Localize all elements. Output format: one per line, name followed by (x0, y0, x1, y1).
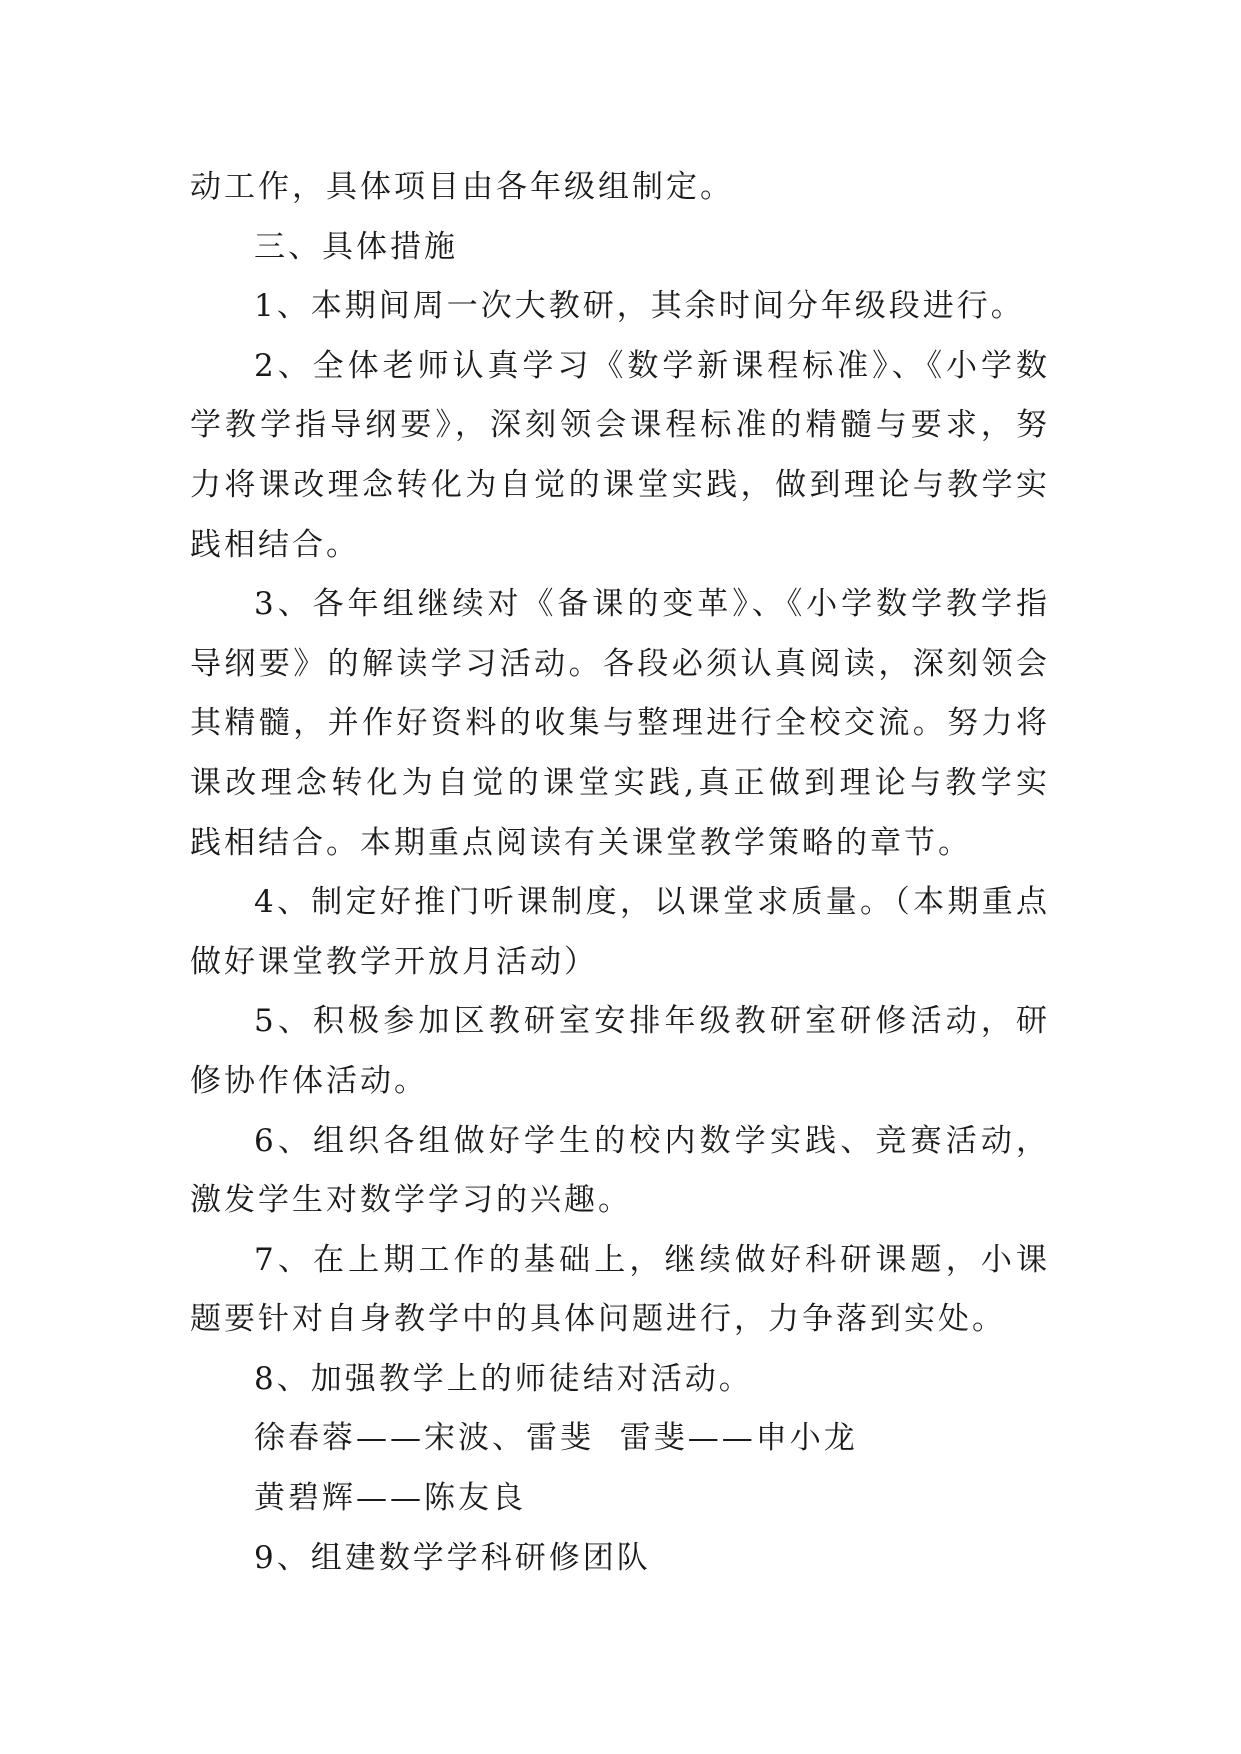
measure-item-7: 7、在上期工作的基础上，继续做好科研课题，小课题要针对自身教学中的具体问题进行，力争落到实处。 (190, 1241, 1050, 1338)
measure-item-8: 8、加强教学上的师徒结对活动。 (254, 1360, 753, 1397)
section-heading-measures: 三、具体措施 (254, 228, 458, 265)
measure-item-3: 3、各年组继续对《备课的变革》、《小学数学教学指导纲要》的解读学习活动。各段必须认真阅读，深刻领会其精髓，并作好资料的收集与整理进行全校交流。努力将课改理念转化为自觉的课堂实践,真正做到理论与教学实践相结合。本期重点阅读有关课堂教学策略的章节。 (190, 586, 1050, 861)
measure-item-2: 2、全体老师认真学习《数学新课程标准》、《小学数学教学指导纲要》，深刻领会课程标准的精髓与要求，努力将课改理念转化为自觉的课堂实践，做到理论与教学实践相结合。 (190, 347, 1050, 563)
measure-item-6: 6、组织各组做好学生的校内数学实践、竞赛活动，激发学生对数学学习的兴趣。 (190, 1122, 1050, 1219)
measure-item-1: 1、本期间周一次大教研，其余时间分年级段进行。 (254, 288, 1025, 325)
mentor-pairing-1: 徐春蓉——宋波、雷斐 雷斐——申小龙 (254, 1420, 858, 1457)
measure-item-4: 4、制定好推门听课制度，以课堂求质量。（本期重点做好课堂教学开放月活动） (190, 884, 1050, 980)
continued-paragraph: 动工作，具体项目由各年级组制定。 (190, 169, 734, 205)
mentor-pairing-2: 黄碧辉——陈友良 (254, 1480, 526, 1517)
measure-item-9: 9、组建数学学科研修团队 (254, 1539, 651, 1576)
document-body (190, 158, 1050, 1588)
measure-item-5: 5、积极参加区教研室安排年级教研室研修活动，研修协作体活动。 (190, 1003, 1050, 1099)
